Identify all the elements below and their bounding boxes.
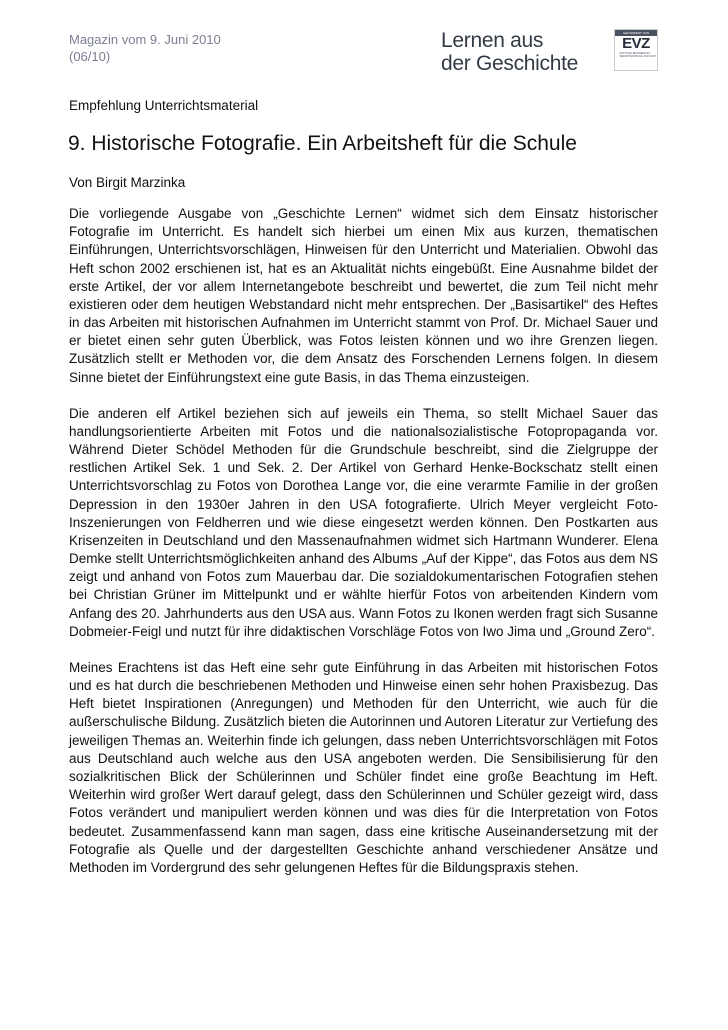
article-title: 9. Historische Fotografie. Ein Arbeitsheft für die Schule <box>68 132 577 155</box>
section-label: Empfehlung Unterrichtsmaterial <box>69 98 259 113</box>
evz-logo-text: EVZ <box>622 35 650 52</box>
magazine-date <box>69 31 221 65</box>
magazine-date-line: Magazin vom 9. Juni 2010 <box>69 32 221 47</box>
paragraph-1: Die vorliegende Ausgabe von „Geschichte Lernen“ widmet sich dem Einsatz historischer Fotografie im Unterricht. Es handelt sich hierbei um einen Mix aus kurzen, thematischen Einführungen, Unterrichtsvorschlägen, Hinweisen für den Unterricht und Materialien. Obwohl das Heft schon 2002 erschienen ist, hat es an Aktualität nichts eingebüßt. Eine Ausnahme bildet der erste Artikel, der vor allem Internetangebote beschreibt und bewertet, die zum Teil nicht mehr existieren oder dem heutigen Webstandard nicht mehr entsprechen. Der „Basisartikel“ des Heftes in das Arbeiten mit historischen Aufnahmen im Unterricht stammt von Prof. Dr. Michael Sauer und er bietet einen sehr guten Überblick, was Fotos leisten können und wo ihre Grenzen liegen. Zusätzlich stellt er Methoden vor, die dem Ansatz des Forschenden Lernens folgen. In diesem Sinne bietet der Einführungstext eine gute Basis, in das Thema einzusteigen. <box>69 206 658 385</box>
evz-logo-top: GEFÖRDERT VON <box>615 30 657 36</box>
evz-logo <box>614 29 658 71</box>
article-body <box>69 205 658 895</box>
brand-line-1: Lernen aus <box>441 29 544 52</box>
article-author: Von Birgit Marzinka <box>69 175 186 190</box>
paragraph-2: Die anderen elf Artikel beziehen sich auf jeweils ein Thema, so stellt Michael Sauer das handlungsorientierte Arbeiten mit Fotos und die nationalsozialistische Fotopropaganda vor. Während Dieter Schödel Methoden für die Grundschule beschreibt, sind die Zielgruppe der restlichen Artikel Sek. 1 und Sek. 2. Der Artikel von Gerhard Henke-Bockschatz stellt einen Unterrichtsvorschlag zu Fotos von Dorothea Lange vor, die eine verarmte Familie in der großen Depression in den 1930er Jahren in den USA fotografierte. Ulrich Meyer vergleicht Foto-Inszenierungen von Feldherren und wie diese eingesetzt werden können. Den Postkarten aus Krisenzeiten in Deutschland und den Massenaufnahmen widmet sich Hartmann Wunderer. Elena Demke stellt Unterrichtsmöglichkeiten anhand des Albums „Auf der Kippe“, das Fotos aus dem NS zeigt und anhand von Fotos zum Mauerbau dar. Die sozialdokumentarischen Fotografien stehen bei Christian Grüner im Mittelpunkt und er wählte hierfür Fotos von arbeitenden Kindern vom Anfang des 20. Jahrhunderts aus den USA aus. Wann Fotos zu Ikonen werden fragt sich Susanne Dobmeier-Feigl und nutzt für ihre didaktischen Vorschläge Fotos von Iwo Jima und „Ground Zero“. <box>69 405 658 639</box>
paragraph-3: Meines Erachtens ist das Heft eine sehr gute Einführung in das Arbeiten mit historischen Fotos und es hat durch die beschriebenen Methoden und Hinweise einen sehr hohen Praxisbezug. Das Heft bietet Inspirationen (Anregungen) und Methoden für den Unterricht, wie auch für die außerschulische Bildung. Zusätzlich bieten die Autorinnen und Autoren Literatur zur Vertiefung des jeweiligen Themas an. Weiterhin finde ich gelungen, dass neben Unterrichtsvorschlägen mit Fotos aus Deutschland auch welche aus den USA angeboten werden. Die Sensibilisierung für den sozialkritischen Blick der Schülerinnen und Schüler findet eine große Beachtung im Heft. Weiterhin wird großer Wert darauf gelegt, dass den Schülerinnen und Schüler gezeigt wird, dass Fotos verändert und manipuliert werden können und was dies für die Interpretation von Fotos bedeutet. Zusammenfassend kann man sagen, dass eine kritische Auseinandersetzung mit der Fotografie als Quelle und der dargestellten Geschichte anhand verschiedener Ansätze und Methoden im Vordergrund des sehr gelungenen Heftes für die Bildungspraxis stehen. <box>69 659 658 875</box>
magazine-issue-line: (06/10) <box>69 49 111 64</box>
evz-logo-small: STIFTUNG ERINNERUNG VERANTWORTUNG ZUKUNFT <box>619 52 656 58</box>
brand-line-2: der Geschichte <box>441 52 579 75</box>
brand-logo <box>441 29 578 75</box>
